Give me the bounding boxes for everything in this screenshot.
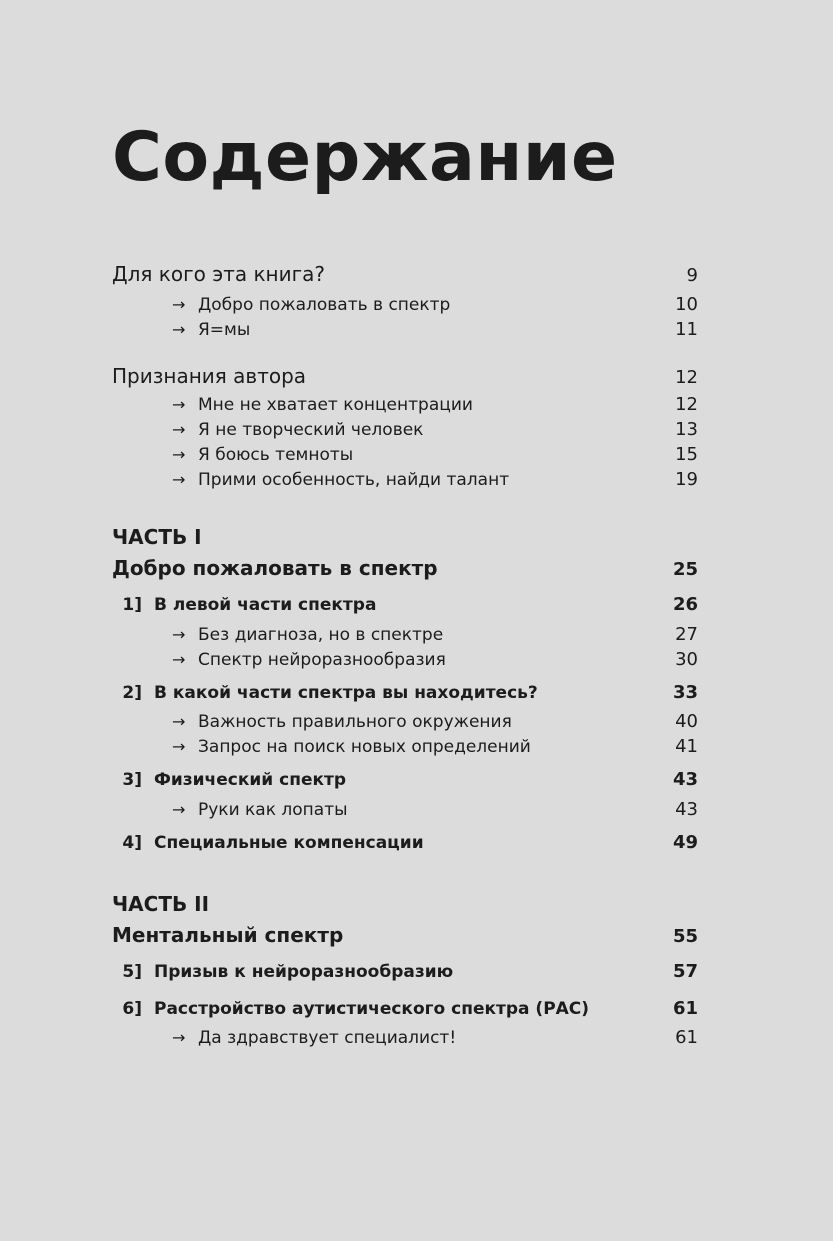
entry-title: Расстройство аутистического спектра (РАС)	[154, 999, 590, 1019]
toc-subentry[interactable]	[112, 1027, 698, 1048]
arrow-right-icon: →	[172, 470, 186, 489]
page-number: 12	[675, 367, 698, 388]
page-number: 43	[672, 769, 698, 790]
entry-title: Призыв к нейроразнообразию	[154, 962, 454, 982]
entry-title: Добро пожаловать в спектр	[112, 556, 438, 580]
part-heading	[112, 892, 698, 916]
chapter-entry[interactable]	[112, 594, 698, 615]
page-number: 25	[672, 559, 698, 580]
entry-title: Прими особенность, найди талант	[198, 470, 510, 490]
entry-title: Добро пожаловать в спектр	[198, 295, 451, 315]
toc-subentry[interactable]	[112, 394, 698, 415]
page-number: 61	[672, 998, 698, 1019]
toc-subentry[interactable]	[112, 799, 698, 820]
page-number: 13	[675, 419, 698, 440]
page-number: 57	[672, 961, 698, 982]
arrow-right-icon: →	[172, 712, 186, 731]
entry-title: Запрос на поиск новых определений	[198, 737, 531, 757]
arrow-right-icon: →	[172, 320, 186, 339]
toc-subentry[interactable]	[112, 624, 698, 645]
arrow-right-icon: →	[172, 737, 186, 756]
toc-subentry[interactable]	[112, 419, 698, 440]
entry-title: Специальные компенсации	[154, 833, 424, 853]
toc-entry[interactable]	[112, 556, 698, 580]
toc-entry[interactable]	[112, 923, 698, 947]
chapter-number: 5]	[122, 962, 142, 982]
entry-title: Мне не хватает концентрации	[198, 395, 473, 415]
toc-subentry[interactable]	[112, 294, 698, 315]
entry-title: Ментальный спектр	[112, 923, 344, 947]
toc-entry[interactable]	[112, 364, 698, 388]
page-number: 12	[675, 394, 698, 415]
page-number: 61	[675, 1027, 698, 1048]
chapter-number: 4]	[122, 833, 142, 853]
entry-title: В левой части спектра	[154, 595, 377, 615]
chapter-entry[interactable]	[112, 832, 698, 853]
toc-subentry[interactable]	[112, 736, 698, 757]
page-number: 33	[672, 682, 698, 703]
arrow-right-icon: →	[172, 1028, 186, 1047]
entry-title: Физический спектр	[154, 770, 347, 790]
part-label: ЧАСТЬ I	[112, 525, 202, 549]
entry-title: Руки как лопаты	[198, 800, 348, 820]
arrow-right-icon: →	[172, 650, 186, 669]
toc-subentry[interactable]	[112, 649, 698, 670]
page-title: Содержание	[112, 118, 618, 197]
part-heading	[112, 525, 698, 549]
toc-subentry[interactable]	[112, 444, 698, 465]
arrow-right-icon: →	[172, 295, 186, 314]
chapter-entry[interactable]	[112, 961, 698, 982]
arrow-right-icon: →	[172, 395, 186, 414]
entry-title: Важность правильного окружения	[198, 712, 512, 732]
page-number: 27	[675, 624, 698, 645]
entry-title: Без диагноза, но в спектре	[198, 625, 444, 645]
page-number: 41	[675, 736, 698, 757]
arrow-right-icon: →	[172, 420, 186, 439]
entry-title: Я не творческий человек	[198, 420, 424, 440]
toc-subentry[interactable]	[112, 319, 698, 340]
chapter-entry[interactable]	[112, 998, 698, 1019]
page-number: 55	[672, 926, 698, 947]
toc-subentry[interactable]	[112, 711, 698, 732]
entry-title: Да здравствует специалист!	[198, 1028, 457, 1048]
part-label: ЧАСТЬ II	[112, 892, 210, 916]
arrow-right-icon: →	[172, 800, 186, 819]
toc-entry[interactable]	[112, 262, 698, 286]
page-number: 19	[675, 469, 698, 490]
entry-title: В какой части спектра вы находитесь?	[154, 683, 538, 703]
page-number: 9	[686, 265, 698, 286]
chapter-number: 1]	[122, 595, 142, 615]
entry-title: Я боюсь темноты	[198, 445, 354, 465]
page-number: 40	[675, 711, 698, 732]
chapter-number: 3]	[122, 770, 142, 790]
entry-title: Спектр нейроразнообразия	[198, 650, 446, 670]
chapter-number: 6]	[122, 999, 142, 1019]
entry-title: Для кого эта книга?	[112, 262, 325, 286]
page-number: 26	[672, 594, 698, 615]
arrow-right-icon: →	[172, 445, 186, 464]
page-number: 15	[675, 444, 698, 465]
page-number: 43	[675, 799, 698, 820]
page-number: 30	[675, 649, 698, 670]
page-number: 49	[672, 832, 698, 853]
page-number: 11	[675, 319, 698, 340]
chapter-entry[interactable]	[112, 682, 698, 703]
toc-subentry[interactable]	[112, 469, 698, 490]
entry-title: Я=мы	[198, 320, 251, 340]
chapter-number: 2]	[122, 683, 142, 703]
page-number: 10	[675, 294, 698, 315]
entry-title: Признания автора	[112, 364, 307, 388]
chapter-entry[interactable]	[112, 769, 698, 790]
arrow-right-icon: →	[172, 625, 186, 644]
